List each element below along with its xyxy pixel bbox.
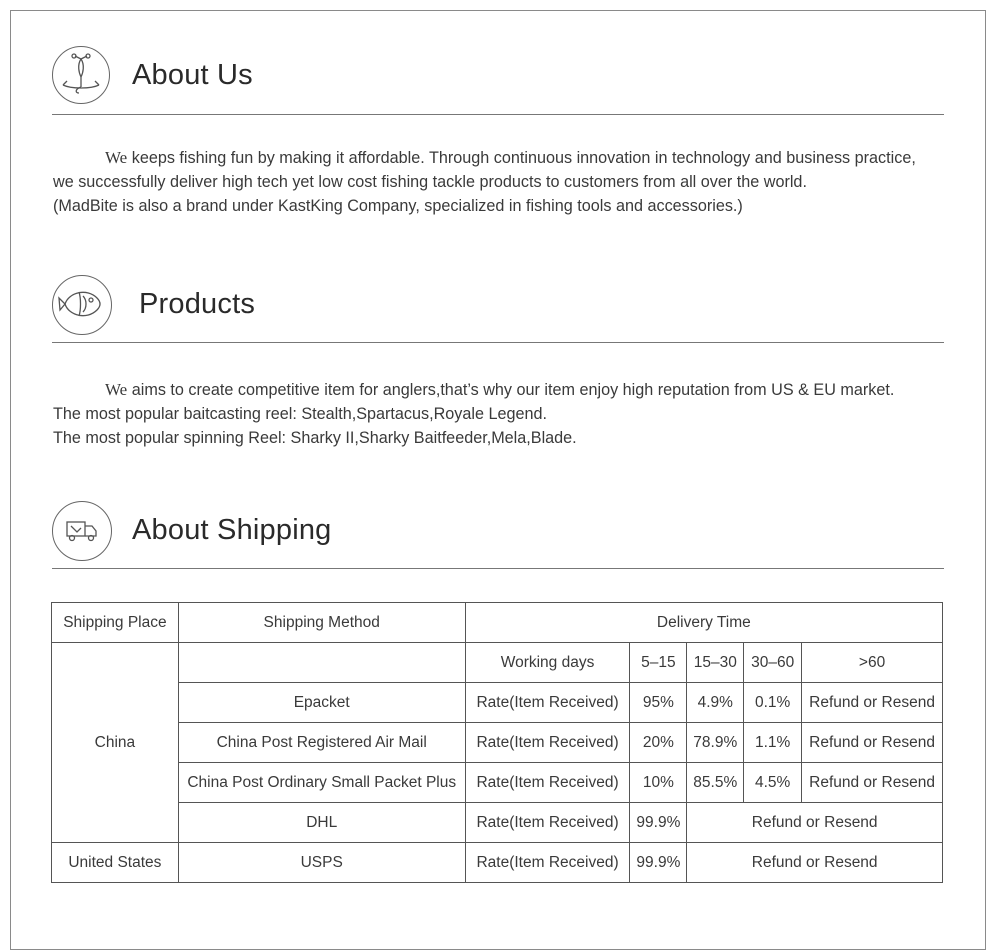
refund-note: Refund or Resend [802,763,943,803]
products-line-1 [53,378,894,402]
table-row [52,723,943,763]
method-name: DHL [178,803,465,843]
days-5-15: 5–15 [630,643,687,683]
rate-value: 0.1% [744,683,802,723]
rate-label: Rate(Item Received) [465,803,630,843]
shipping-title: About Shipping [132,514,332,546]
about-us-text [53,146,916,218]
refund-note: Refund or Resend [687,803,943,843]
products-line-1-text: aims to create competitive item for anglers,that’s why our item enjoy high reputation from US & EU market. [127,381,895,399]
shipping-table [51,602,943,883]
products-line-3: The most popular spinning Reel: Sharky II,Sharky Baitfeeder,Mela,Blade. [53,429,577,447]
rate-value: 99.9% [630,803,687,843]
method-name: USPS [178,843,465,883]
fishing-lure-icon [52,46,110,104]
rate-value: 78.9% [687,723,744,763]
products-title: Products [139,288,256,320]
fish-icon [52,275,112,335]
rate-label: Rate(Item Received) [465,763,630,803]
rate-label: Rate(Item Received) [465,843,630,883]
place-united-states: United States [52,843,179,883]
about-lead-word: We [105,148,128,167]
section-divider [52,114,944,115]
about-line-1-text: keeps fishing fun by making it affordable. Through continuous innovation in technology and business practice, [127,149,916,167]
days-over-60: >60 [802,643,943,683]
days-15-30: 15–30 [687,643,744,683]
refund-note: Refund or Resend [687,843,943,883]
days-30-60: 30–60 [744,643,802,683]
rate-value: 85.5% [687,763,744,803]
working-days-label: Working days [465,643,630,683]
rate-value: 1.1% [744,723,802,763]
rate-label: Rate(Item Received) [465,723,630,763]
section-divider [52,568,944,569]
method-cell-empty [178,643,465,683]
table-row [52,763,943,803]
method-name: China Post Ordinary Small Packet Plus [178,763,465,803]
about-us-line-1 [53,146,916,170]
table-row [52,643,943,683]
table-header-row [52,603,943,643]
rate-label: Rate(Item Received) [465,683,630,723]
method-name: Epacket [178,683,465,723]
about-us-line-3: (MadBite is also a brand under KastKing Company, specialized in fishing tools and accessories.) [53,197,743,215]
about-us-line-2: we successfully deliver high tech yet low cost fishing tackle products to customers from all over the world. [53,173,807,191]
header-shipping-method: Shipping Method [178,603,465,643]
rate-value: 4.9% [687,683,744,723]
table-row [52,683,943,723]
truck-icon [52,501,112,561]
products-line-2: The most popular baitcasting reel: Stealth,Spartacus,Royale Legend. [53,405,548,423]
method-name: China Post Registered Air Mail [178,723,465,763]
about-us-title: About Us [132,59,253,91]
rate-value: 95% [630,683,687,723]
rate-value: 99.9% [630,843,687,883]
place-china: China [52,643,179,843]
rate-value: 4.5% [744,763,802,803]
products-lead-word: We [105,380,128,399]
section-divider [52,342,944,343]
refund-note: Refund or Resend [802,683,943,723]
refund-note: Refund or Resend [802,723,943,763]
table-row [52,803,943,843]
header-shipping-place: Shipping Place [52,603,179,643]
rate-value: 20% [630,723,687,763]
table-row [52,843,943,883]
rate-value: 10% [630,763,687,803]
header-delivery-time: Delivery Time [465,603,942,643]
products-text [53,378,894,450]
